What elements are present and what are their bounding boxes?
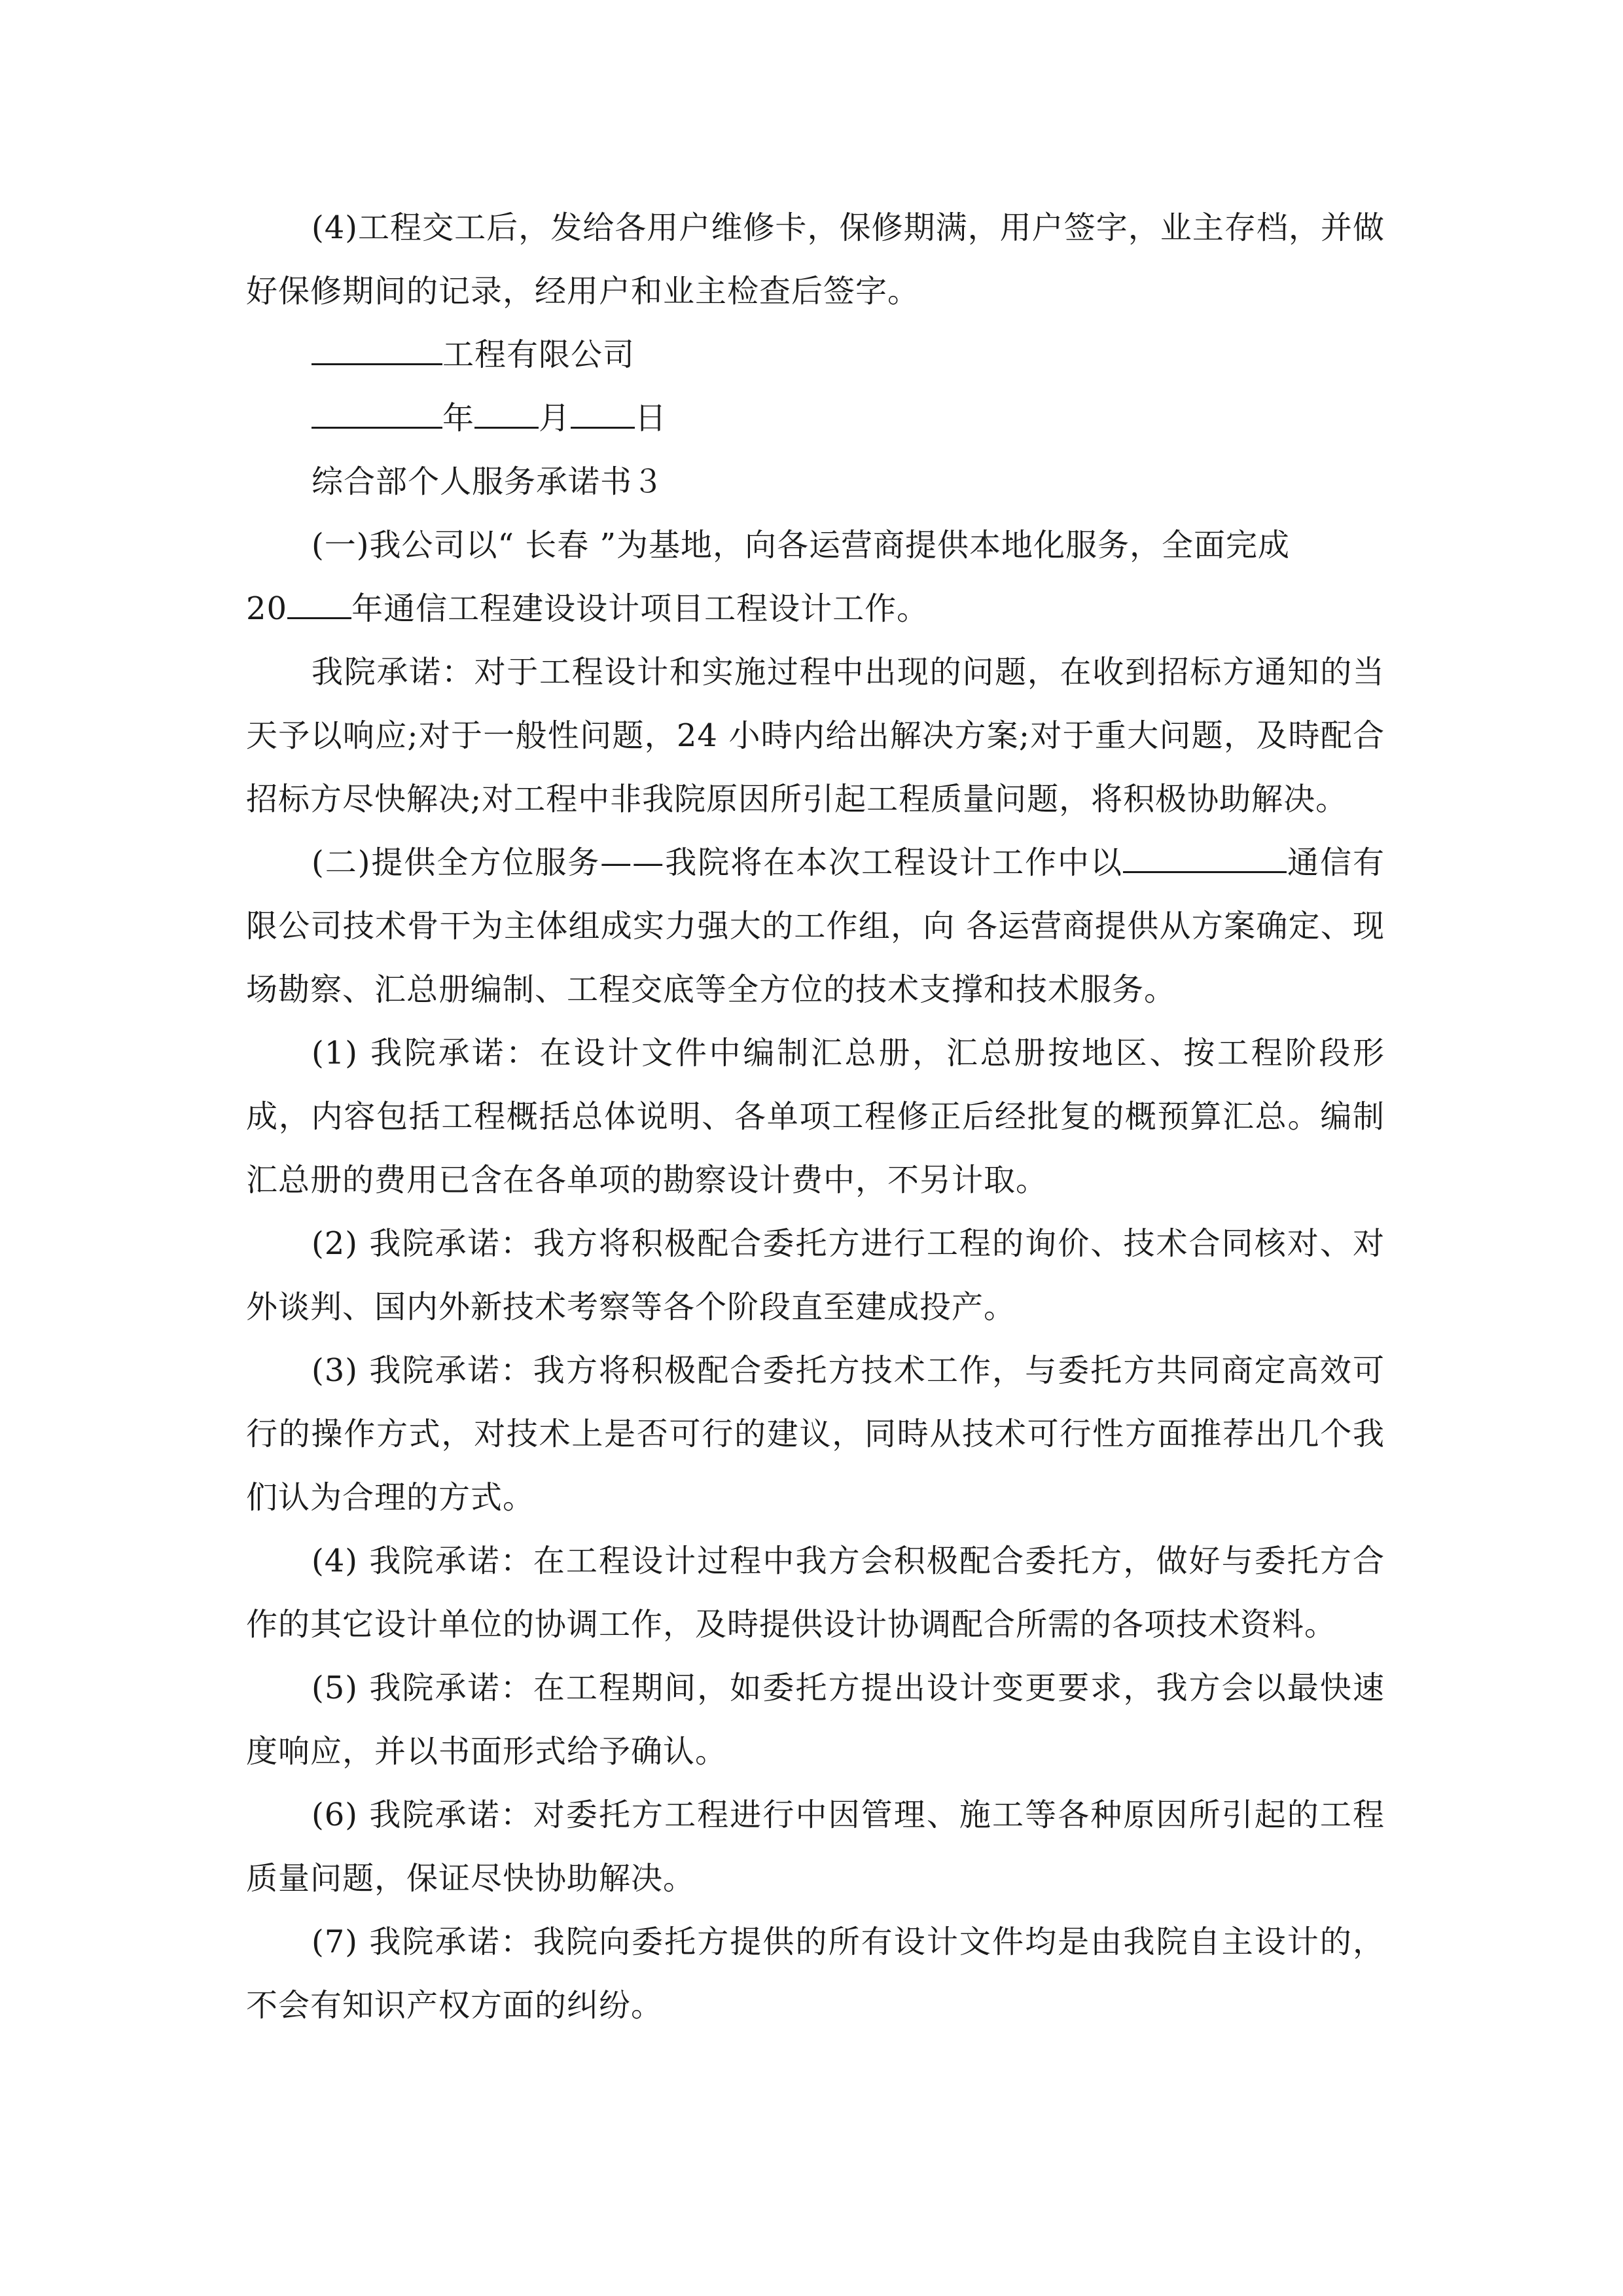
commitment-1: (1) 我院承诺：在设计文件中编制汇总册，汇总册按地区、按工程阶段形成，内容包括工程概括总体说明、各单项工程修正后经批复的概预算汇总。编制汇总册的费用已含在各单项的勘察设计费中，不另计取。 <box>246 1035 1385 1198</box>
commitment-4: (4) 我院承诺：在工程设计过程中我方会积极配合委托方，做好与委托方合作的其它设计单位的协调工作，及時提供设计协调配合所需的各项技术资料。 <box>246 1543 1385 1643</box>
paragraph-base-continued <box>246 577 1385 641</box>
year-label: 年 <box>442 400 475 437</box>
full-service-suffix: 通信有限公司技术骨干为主体组成实力强大的工作组，向 各运营商提供从方案确定、现场勘察、汇总册编制、工程交底等全方位的技术支撑和技术服务。 <box>246 844 1385 1008</box>
paragraph-base: (一)我公司以“ 长春 ”为基地，向各运营商提供本地化服务，全面完成 <box>312 527 1291 564</box>
company-signature-line <box>246 323 1385 387</box>
paragraph-warranty: (4)工程交工后，发给各用户维修卡，保修期满，用户签字，业主存档，并做好保修期间的记录，经用户和业主检查后签字。 <box>246 209 1385 310</box>
year-suffix-blank <box>287 590 351 619</box>
commitment-6: (6) 我院承诺：对委托方工程进行中因管理、施工等各种原因所引起的工程质量问题，保证尽快协助解决。 <box>246 1797 1385 1897</box>
year-blank <box>312 399 442 429</box>
paragraph-full-service <box>246 831 1385 1022</box>
full-service-prefix: (二)提供全方位服务——我院将在本次工程设计工作中以 <box>312 844 1124 881</box>
document-page <box>246 196 1385 2037</box>
day-blank <box>571 399 635 429</box>
section-title: 综合部个人服务承诺书３ <box>312 463 665 500</box>
company-name-blank <box>312 336 442 365</box>
company-suffix: 工程有限公司 <box>442 336 635 373</box>
commitment-5: (5) 我院承诺：在工程期间，如委托方提出设计变更要求，我方会以最快速度响应，并以书面形式给予确认。 <box>246 1670 1385 1770</box>
project-text: 年通信工程建设设计项目工程设计工作。 <box>351 590 929 627</box>
year-prefix: 20 <box>246 590 288 627</box>
commitment-2: (2) 我院承诺：我方将积极配合委托方进行工程的询价、技术合同核对、对外谈判、国内外新技术考察等各个阶段直至建成投产。 <box>246 1225 1385 1325</box>
month-blank <box>474 399 539 429</box>
month-label: 月 <box>539 400 571 437</box>
date-line <box>246 387 1385 450</box>
paragraph-response-commitment: 我院承诺：对于工程设计和实施过程中出现的问题，在收到招标方通知的当天予以响应;对于一般性问题，24 小時内给出解决方案;对于重大问题，及時配合招标方尽快解决;对工程中非我院原因所引起工程质量问题，将积极协助解决。 <box>246 654 1385 817</box>
day-label: 日 <box>635 400 668 437</box>
commitment-3: (3) 我院承诺：我方将积极配合委托方技术工作，与委托方共同商定高效可行的操作方式，对技术上是否可行的建议，同時从技术可行性方面推荐出几个我们认为合理的方式。 <box>246 1352 1385 1516</box>
company-blank <box>1123 844 1287 873</box>
commitment-7: (7) 我院承诺：我院向委托方提供的所有设计文件均是由我院自主设计的，不会有知识产权方面的纠纷。 <box>246 1924 1385 2024</box>
